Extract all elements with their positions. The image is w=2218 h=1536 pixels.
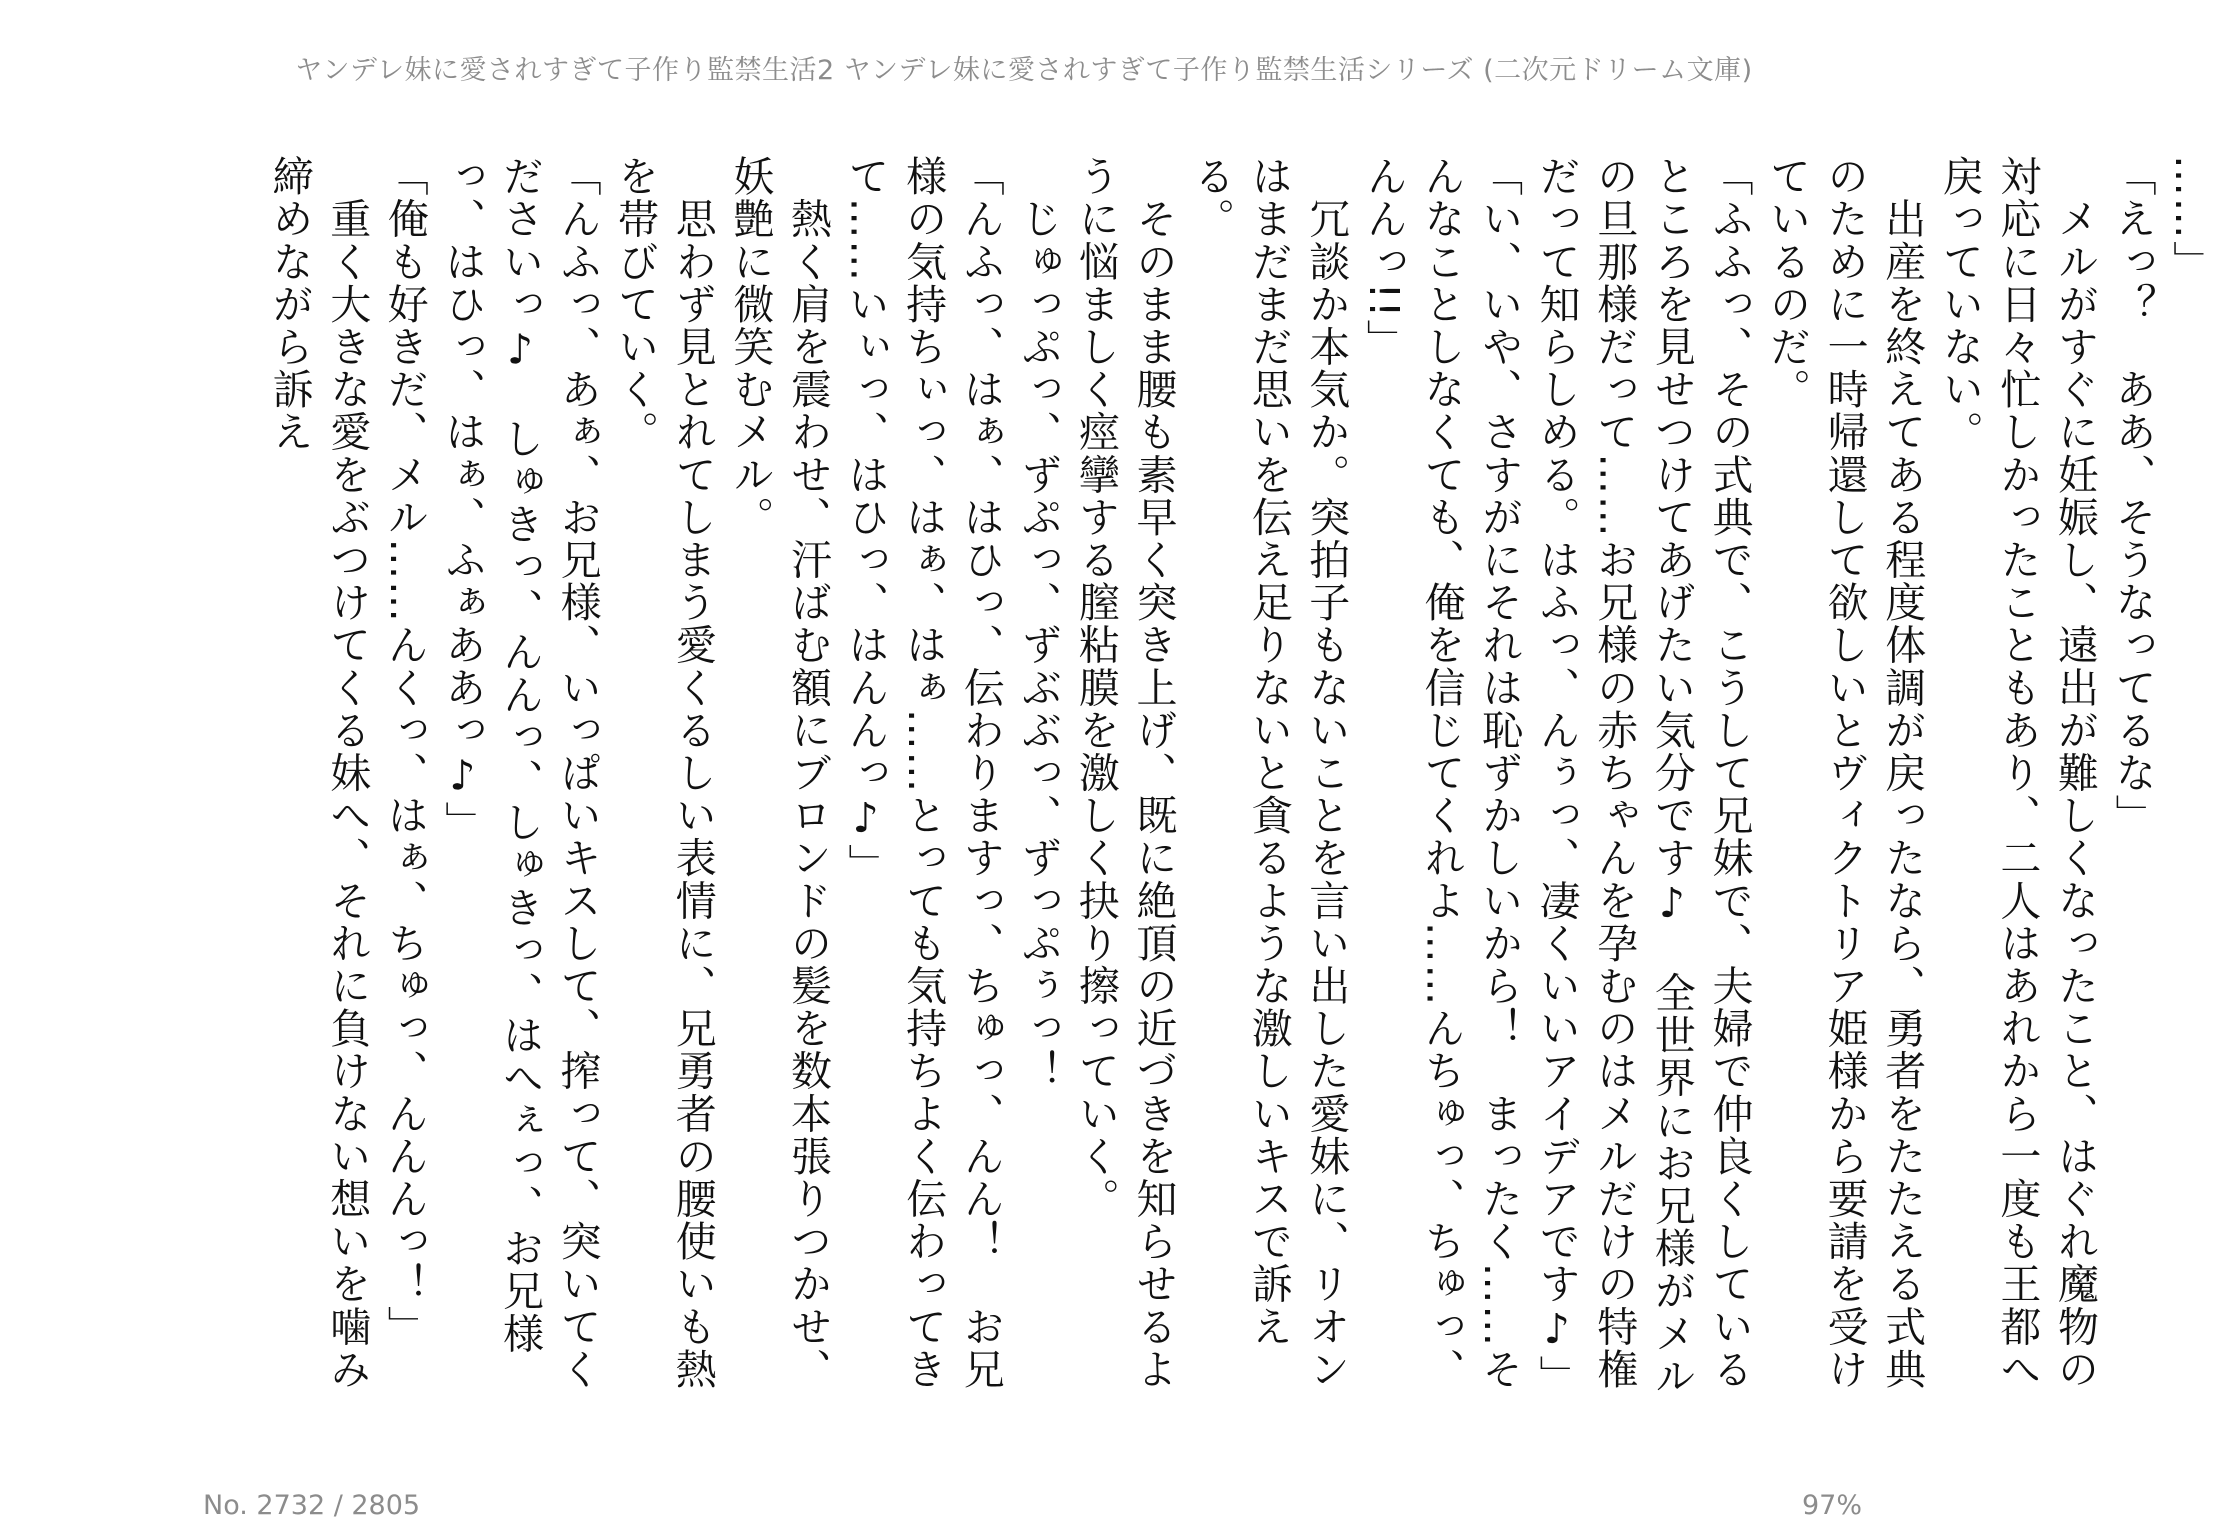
location-indicator: No. 2732 / 2805 [203, 1490, 421, 1521]
paragraph: ……」 [2166, 155, 2215, 283]
book-title-header: ヤンデレ妹に愛されすぎて子作り監禁生活2 ヤンデレ妹に愛されすぎて子作り監禁生活シリーズ (二次元ドリーム文庫) [295, 55, 1753, 86]
paragraph: 冗談か本気か。突拍子もないことを言い出した愛妹に、リオンはまだまだ思いを伝え足りないと貪るような激しいキスで訴える。 [1187, 155, 1351, 1391]
paragraph: 「えっ？ ああ、そうなってるな」 [2108, 155, 2157, 837]
paragraph: 熱く肩を震わせ、汗ばむ額にブロンドの髪を数本張りつかせ、妖艶に微笑むメル。 [726, 155, 832, 1391]
paragraph: 「俺も好きだ、メル……んくっ、はぁ、ちゅっ、んんんっ！」 [380, 155, 429, 1348]
paragraph: じゅっぷっ、ずぷっ、ずぶぶっ、ずっぷぅっ！ [1014, 155, 1063, 1093]
paragraph: メルがすぐに妊娠し、遠出が難しくなったこと、はぐれ魔物の対応に日々忙しかったこともあり、二人はあれから一度も王都へ戻っていない。 [1935, 155, 2099, 1391]
paragraph: 重く大きな愛をぶつけてくる妹へ、それに負けない想いを噛み締めながら訴え [265, 155, 372, 1391]
paragraph: そのまま腰も素早く突き上げ、既に絶頂の近づきを知らせるように悩ましく痙攣する膣粘膜を激しく抉り擦っていく。 [1071, 155, 1178, 1391]
vertical-text-body [260, 155, 2218, 1430]
paragraph: 「んふっ、あぁ、お兄様、いっぱいキスして、搾って、突いてくださいっ♪ しゅきっ、んんっ、しゅきっ、はへぇっ、お兄様っ、はひっ、はぁ、ふぁああっ♪」 [438, 155, 602, 1391]
progress-percent: 97% [1801, 1490, 1862, 1521]
paragraph: 思わず見とれてしまう愛くるしい表情に、兄勇者の腰使いも熱を帯びていく。 [611, 155, 717, 1391]
paragraph: 「んふっ、はぁ、はひっ、伝わりますっ、ちゅっ、んん！ お兄様の気持ちぃっ、はぁ、はぁ……とっても気持ちよく伝わってきて……いぃっ、はひっ、はんんっ♪」 [841, 155, 1005, 1391]
paragraph: 出産を終えてある程度体調が戻ったなら、勇者をたたえる式典のために一時帰還して欲しいとヴィクトリア姫様から要請を受けているのだ。 [1763, 155, 1927, 1391]
page-content [260, 155, 2215, 1430]
paragraph: 「い、いや、さすがにそれは恥ずかしいから！ まったく……そんなことしなくても、俺を信じてくれよ……んちゅっ、ちゅっ、んんっ!!」 [1359, 155, 1524, 1391]
paragraph: 「ふふっ、その式典で、こうして兄妹で、夫婦で仲良くしているところを見せつけてあげたい気分です♪ 全世界にお兄様がメルの旦那様だって……お兄様の赤ちゃんを孕むのはメルだけの特権だって知らしめる。はふっ、んぅっ、凄くいいアイデアです♪」 [1532, 155, 1754, 1398]
